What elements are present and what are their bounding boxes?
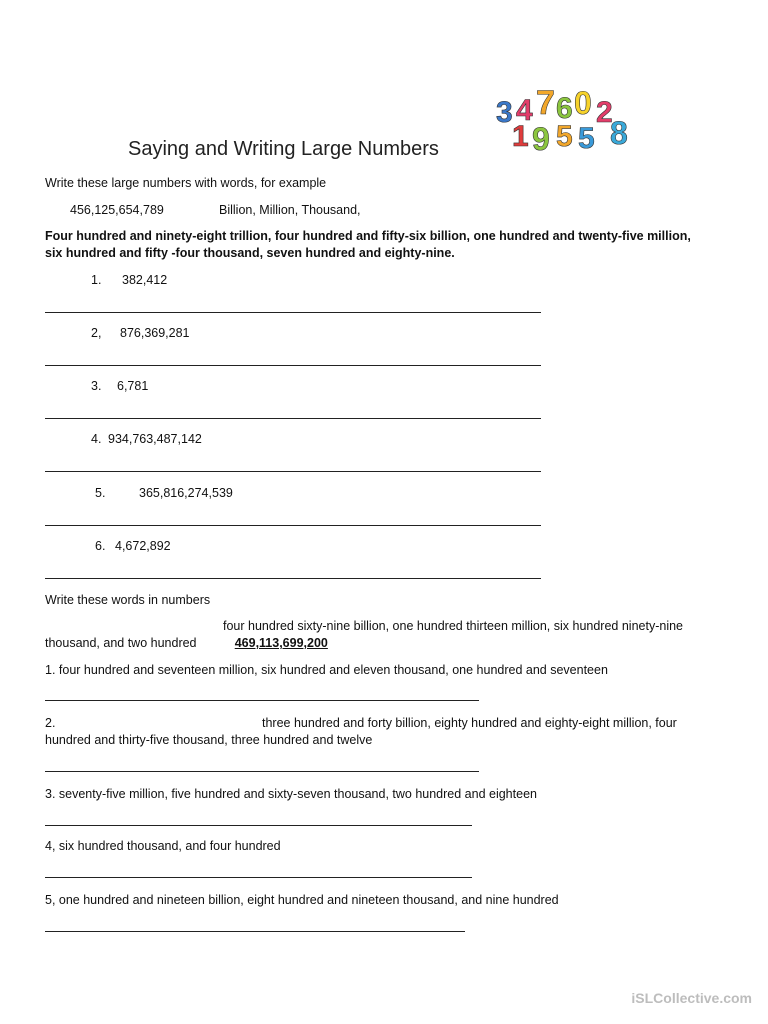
words-answer-line-1[interactable]: [45, 700, 479, 701]
example-words: four hundred sixty-nine billion, one hundred thirteen million, six hundred ninety-nine thousand, and two hundred: [45, 619, 683, 650]
words-answer-line-2[interactable]: [45, 771, 479, 772]
item-1-value: 382,412: [122, 273, 168, 287]
words-item-1: 1. four hundred and seventeen million, six hundred and eleven thousand, one hundred and seventeen: [45, 663, 608, 677]
answer-line-2[interactable]: [45, 365, 541, 366]
words-item-5: 5, one hundred and nineteen billion, eight hundred and nineteen thousand, and nine hundred: [45, 893, 559, 907]
item-3-value: 6,781: [117, 379, 149, 393]
svg-text:6: 6: [556, 92, 573, 125]
svg-text:4: 4: [516, 94, 533, 127]
words-item-3: 3. seventy-five million, five hundred and sixty-seven thousand, two hundred and eighteen: [45, 787, 537, 801]
item-5-number: 5.: [95, 486, 106, 500]
example-number: 456,125,654,789: [70, 203, 164, 217]
example-numeric-answer: 469,113,699,200: [234, 636, 328, 650]
part2-example: [45, 618, 695, 652]
answer-line-4[interactable]: [45, 471, 541, 472]
part2-instruction: Write these words in numbers: [45, 593, 211, 607]
example-place-values: Billion, Million, Thousand,: [219, 203, 361, 217]
svg-text:2: 2: [596, 96, 613, 129]
svg-text:9: 9: [532, 121, 550, 154]
svg-text:5: 5: [578, 122, 595, 154]
answer-line-1[interactable]: [45, 312, 541, 313]
colorful-numbers-logo: [494, 84, 646, 154]
svg-text:7: 7: [536, 84, 555, 122]
part1-instruction: Write these large numbers with words, for example: [45, 176, 327, 190]
words-item-2-number: 2.: [45, 716, 56, 730]
watermark: iSLCollective.com: [631, 990, 752, 1006]
item-2-number: 2,: [91, 326, 102, 340]
item-1-number: 1.: [91, 273, 102, 287]
item-3-number: 3.: [91, 379, 102, 393]
example-answer: Four hundred and ninety-eight trillion, four hundred and fifty-six billion, one hundred and twenty-five million, six hundred and fifty -four thousand, seven hundred and eighty-nine.: [45, 229, 691, 260]
item-4-number: 4.: [91, 432, 102, 446]
svg-text:3: 3: [496, 96, 513, 129]
answer-line-3[interactable]: [45, 418, 541, 419]
item-5-value: 365,816,274,539: [139, 486, 233, 500]
svg-text:1: 1: [512, 120, 529, 153]
item-6-number: 6.: [95, 539, 106, 553]
svg-text:0: 0: [574, 85, 592, 121]
words-answer-line-4[interactable]: [45, 877, 472, 878]
words-item-2-line2: hundred and thirty-five thousand, three hundred and twelve: [45, 733, 373, 747]
words-answer-line-3[interactable]: [45, 825, 472, 826]
item-6-value: 4,672,892: [115, 539, 171, 553]
svg-text:5: 5: [556, 120, 573, 153]
words-item-2-line1: three hundred and forty billion, eighty hundred and eighty-eight million, four: [262, 716, 677, 730]
svg-text:8: 8: [610, 115, 628, 151]
answer-line-5[interactable]: [45, 525, 541, 526]
page-title: Saying and Writing Large Numbers: [128, 138, 439, 160]
answer-line-6[interactable]: [45, 578, 541, 579]
item-2-value: 876,369,281: [120, 326, 190, 340]
words-item-4: 4, six hundred thousand, and four hundred: [45, 839, 281, 853]
words-answer-line-5[interactable]: [45, 931, 465, 932]
item-4-value: 934,763,487,142: [108, 432, 202, 446]
